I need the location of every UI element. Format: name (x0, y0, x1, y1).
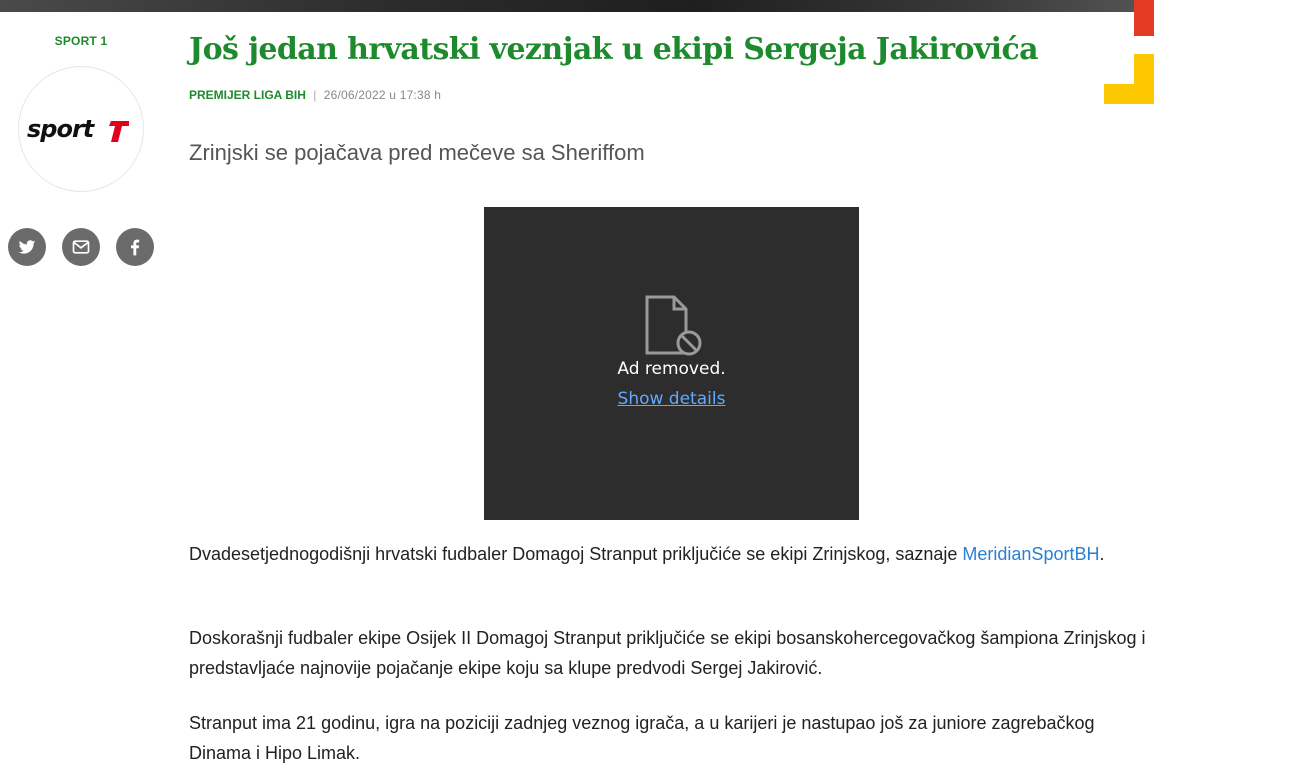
category-link[interactable]: PREMIJER LIGA BIH (189, 88, 306, 102)
paragraph-1-end: . (1099, 544, 1105, 564)
twitter-icon (17, 237, 37, 257)
author-logo[interactable] (18, 66, 144, 192)
paragraph-1-text: Dvadesetjednogodišnji hrvatski fudbaler Domagoj Stranput priključiće se ekipi Zrinjskog, saznaje (189, 544, 963, 564)
author-name[interactable]: SPORT 1 (54, 34, 108, 48)
meridiansport-link[interactable]: MeridianSportBH (962, 544, 1100, 564)
meta-separator: | (313, 88, 317, 102)
article-paragraph-2: Doskorašnji fudbaler ekipe Osijek II Domagoj Stranput priključiće se ekipi bosanskohercegovačkog šampiona Zrinjskog i predstavljaće najnovije pojačanje ekipe koju sa klupe predvodi Sergej Jakirović. (189, 628, 1146, 678)
facebook-icon (125, 237, 145, 257)
blocked-document-icon (644, 295, 704, 357)
decoration-yellow-corner-horizontal (1104, 84, 1154, 104)
sport1-logo-icon (25, 109, 137, 149)
article-meta (189, 87, 441, 103)
publish-date: 26/06/2022 u 17:38 h (323, 88, 442, 102)
article-paragraph-1 (189, 539, 1159, 569)
show-details-link[interactable]: Show details (617, 389, 726, 409)
article-title: Još jedan hrvatski veznjak u ekipi Sergeja Jakirovića (189, 32, 1038, 67)
decoration-red-bar (1134, 0, 1154, 36)
share-twitter-button[interactable] (8, 228, 46, 266)
hero-image-strip (0, 0, 1154, 12)
share-email-button[interactable] (62, 228, 100, 266)
ad-placeholder (484, 207, 859, 520)
share-facebook-button[interactable] (116, 228, 154, 266)
article-subtitle: Zrinjski se pojačava pred mečeve sa Sheriffom (189, 140, 645, 165)
svg-text:sport: sport (27, 115, 94, 143)
email-icon (71, 237, 91, 257)
article-paragraph-3: Stranput ima 21 godinu, igra na poziciji zadnjeg veznog igrača, a u karijeri je nastupao još za juniore zagrebačkog Dinama i Hipo Limak. (189, 713, 1095, 763)
ad-removed-text: Ad removed. (617, 359, 726, 379)
